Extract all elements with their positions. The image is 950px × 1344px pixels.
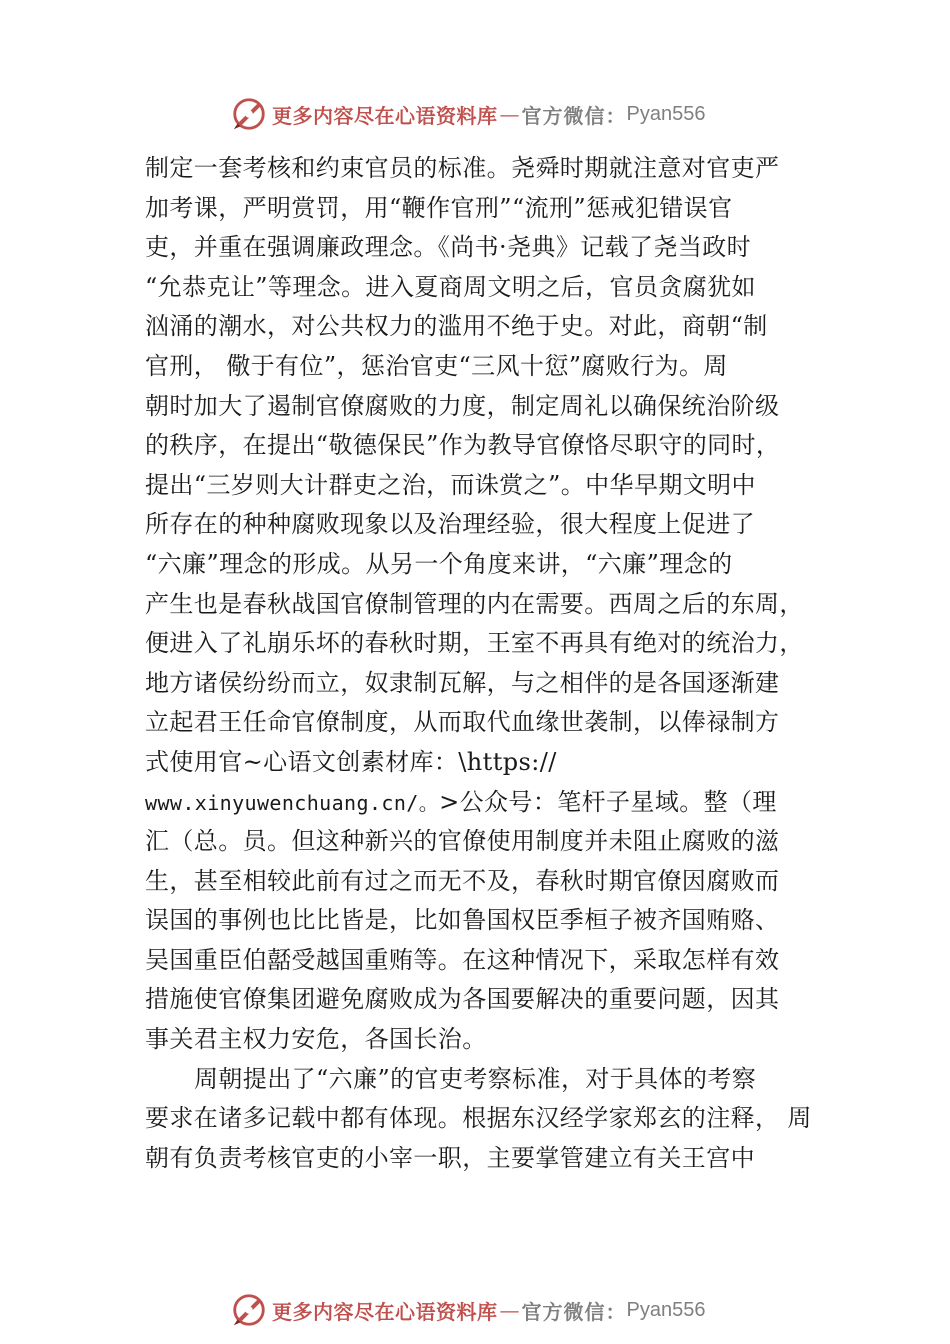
text-line: 事关君主权力安危，各国长治。 (145, 1025, 487, 1054)
header-banner (230, 94, 705, 134)
pen-logo-icon (230, 1291, 268, 1329)
text-line: 便进入了礼崩乐坏的春秋时期，王室不再具有绝对的统治力， (145, 629, 804, 658)
text-line: 提出“三岁则大计群吏之治，而诛赏之”。中华早期文明中 (145, 470, 756, 499)
text-line: 朝时加大了遏制官僚腐败的力度，制定周礼以确保统治阶级 (145, 391, 780, 420)
text-line: 加考课，严明赏罚，用“鞭作官刑”“流刑”惩戒犯错误官 (145, 193, 733, 222)
banner-wechat-label: 官方微信： (521, 103, 627, 128)
banner-wechat-id: Pyan556 (626, 102, 706, 125)
footer-banner (230, 1290, 705, 1330)
text-line: 官刑， 儆于有位”，惩治官吏“三风十愆”腐败行为。周 (145, 351, 728, 380)
text-line: 要求在诸多记载中都有体现。根据东汉经学家郑玄的注释， 周 (145, 1104, 812, 1133)
text-line: 的秩序，在提出“敬德保民”作为教导官僚恪尽职守的同时， (145, 431, 781, 460)
text-line: “允恭克让”等理念。进入夏商周文明之后，官员贪腐犹如 (145, 272, 756, 301)
url-line (145, 783, 817, 823)
text-line: 汇（总。员。但这种新兴的官僚使用制度并未阻止腐败的滋 (145, 827, 780, 856)
text-line: 误国的事例也比比皆是，比如鲁国权臣季桓子被齐国贿赂、 (145, 906, 780, 935)
text-line: 产生也是春秋战国官僚制管理的内在需要。西周之后的东周， (145, 589, 804, 618)
text-line: 吴国重臣伯嚭受越国重贿等。在这种情况下，采取怎样有效 (145, 945, 780, 974)
document-body (145, 149, 817, 1178)
url-text: www.xinyuwenchuang.cn/。 (145, 790, 440, 815)
banner-dash: — (499, 102, 520, 126)
text-line: 生，甚至相较此前有过之而无不及，春秋时期官僚因腐败而 (145, 866, 780, 895)
paragraph-first-line: 周朝提出了“六廉”的官吏考察标准，对于具体的考察 (194, 1064, 757, 1093)
text-line: 朝有负责考核官吏的小宰一职，主要掌管建立有关王宫中 (145, 1143, 755, 1172)
banner-title: 更多内容尽在心语资料库 (272, 1299, 498, 1324)
text-line: 制定一套考核和约束官员的标准。尧舜时期就注意对官吏严 (145, 154, 780, 182)
text-line: 所存在的种种腐败现象以及治理经验，很大程度上促进了 (145, 510, 755, 539)
banner-dash: — (499, 1298, 520, 1322)
text-line: 式使用官~心语文创素材库：\https:// (145, 747, 557, 776)
banner-title: 更多内容尽在心语资料库 (272, 103, 498, 128)
text-line: 措施使官僚集团避免腐败成为各国要解决的重要问题，因其 (145, 985, 780, 1014)
text-line: 立起君王任命官僚制度，从而取代血缘世袭制，以俸禄制方 (145, 708, 780, 737)
banner-wechat-id: Pyan556 (626, 1298, 706, 1321)
url-line-rest: >公众号：笔杆子星域。整（理 (439, 787, 777, 816)
text-line: 地方诸侯纷纷而立，奴隶制瓦解，与之相伴的是各国逐渐建 (145, 668, 780, 697)
text-line: “六廉”理念的形成。从另一个角度来讲，“六廉”理念的 (145, 549, 733, 578)
text-line: 吏，并重在强调廉政理念。《尚书·尧典》记载了尧当政时 (145, 233, 752, 262)
banner-wechat-label: 官方微信： (521, 1299, 627, 1324)
text-line: 汹涌的潮水，对公共权力的滥用不绝于史。对此，商朝“制 (145, 312, 768, 341)
pen-logo-icon (230, 95, 268, 133)
